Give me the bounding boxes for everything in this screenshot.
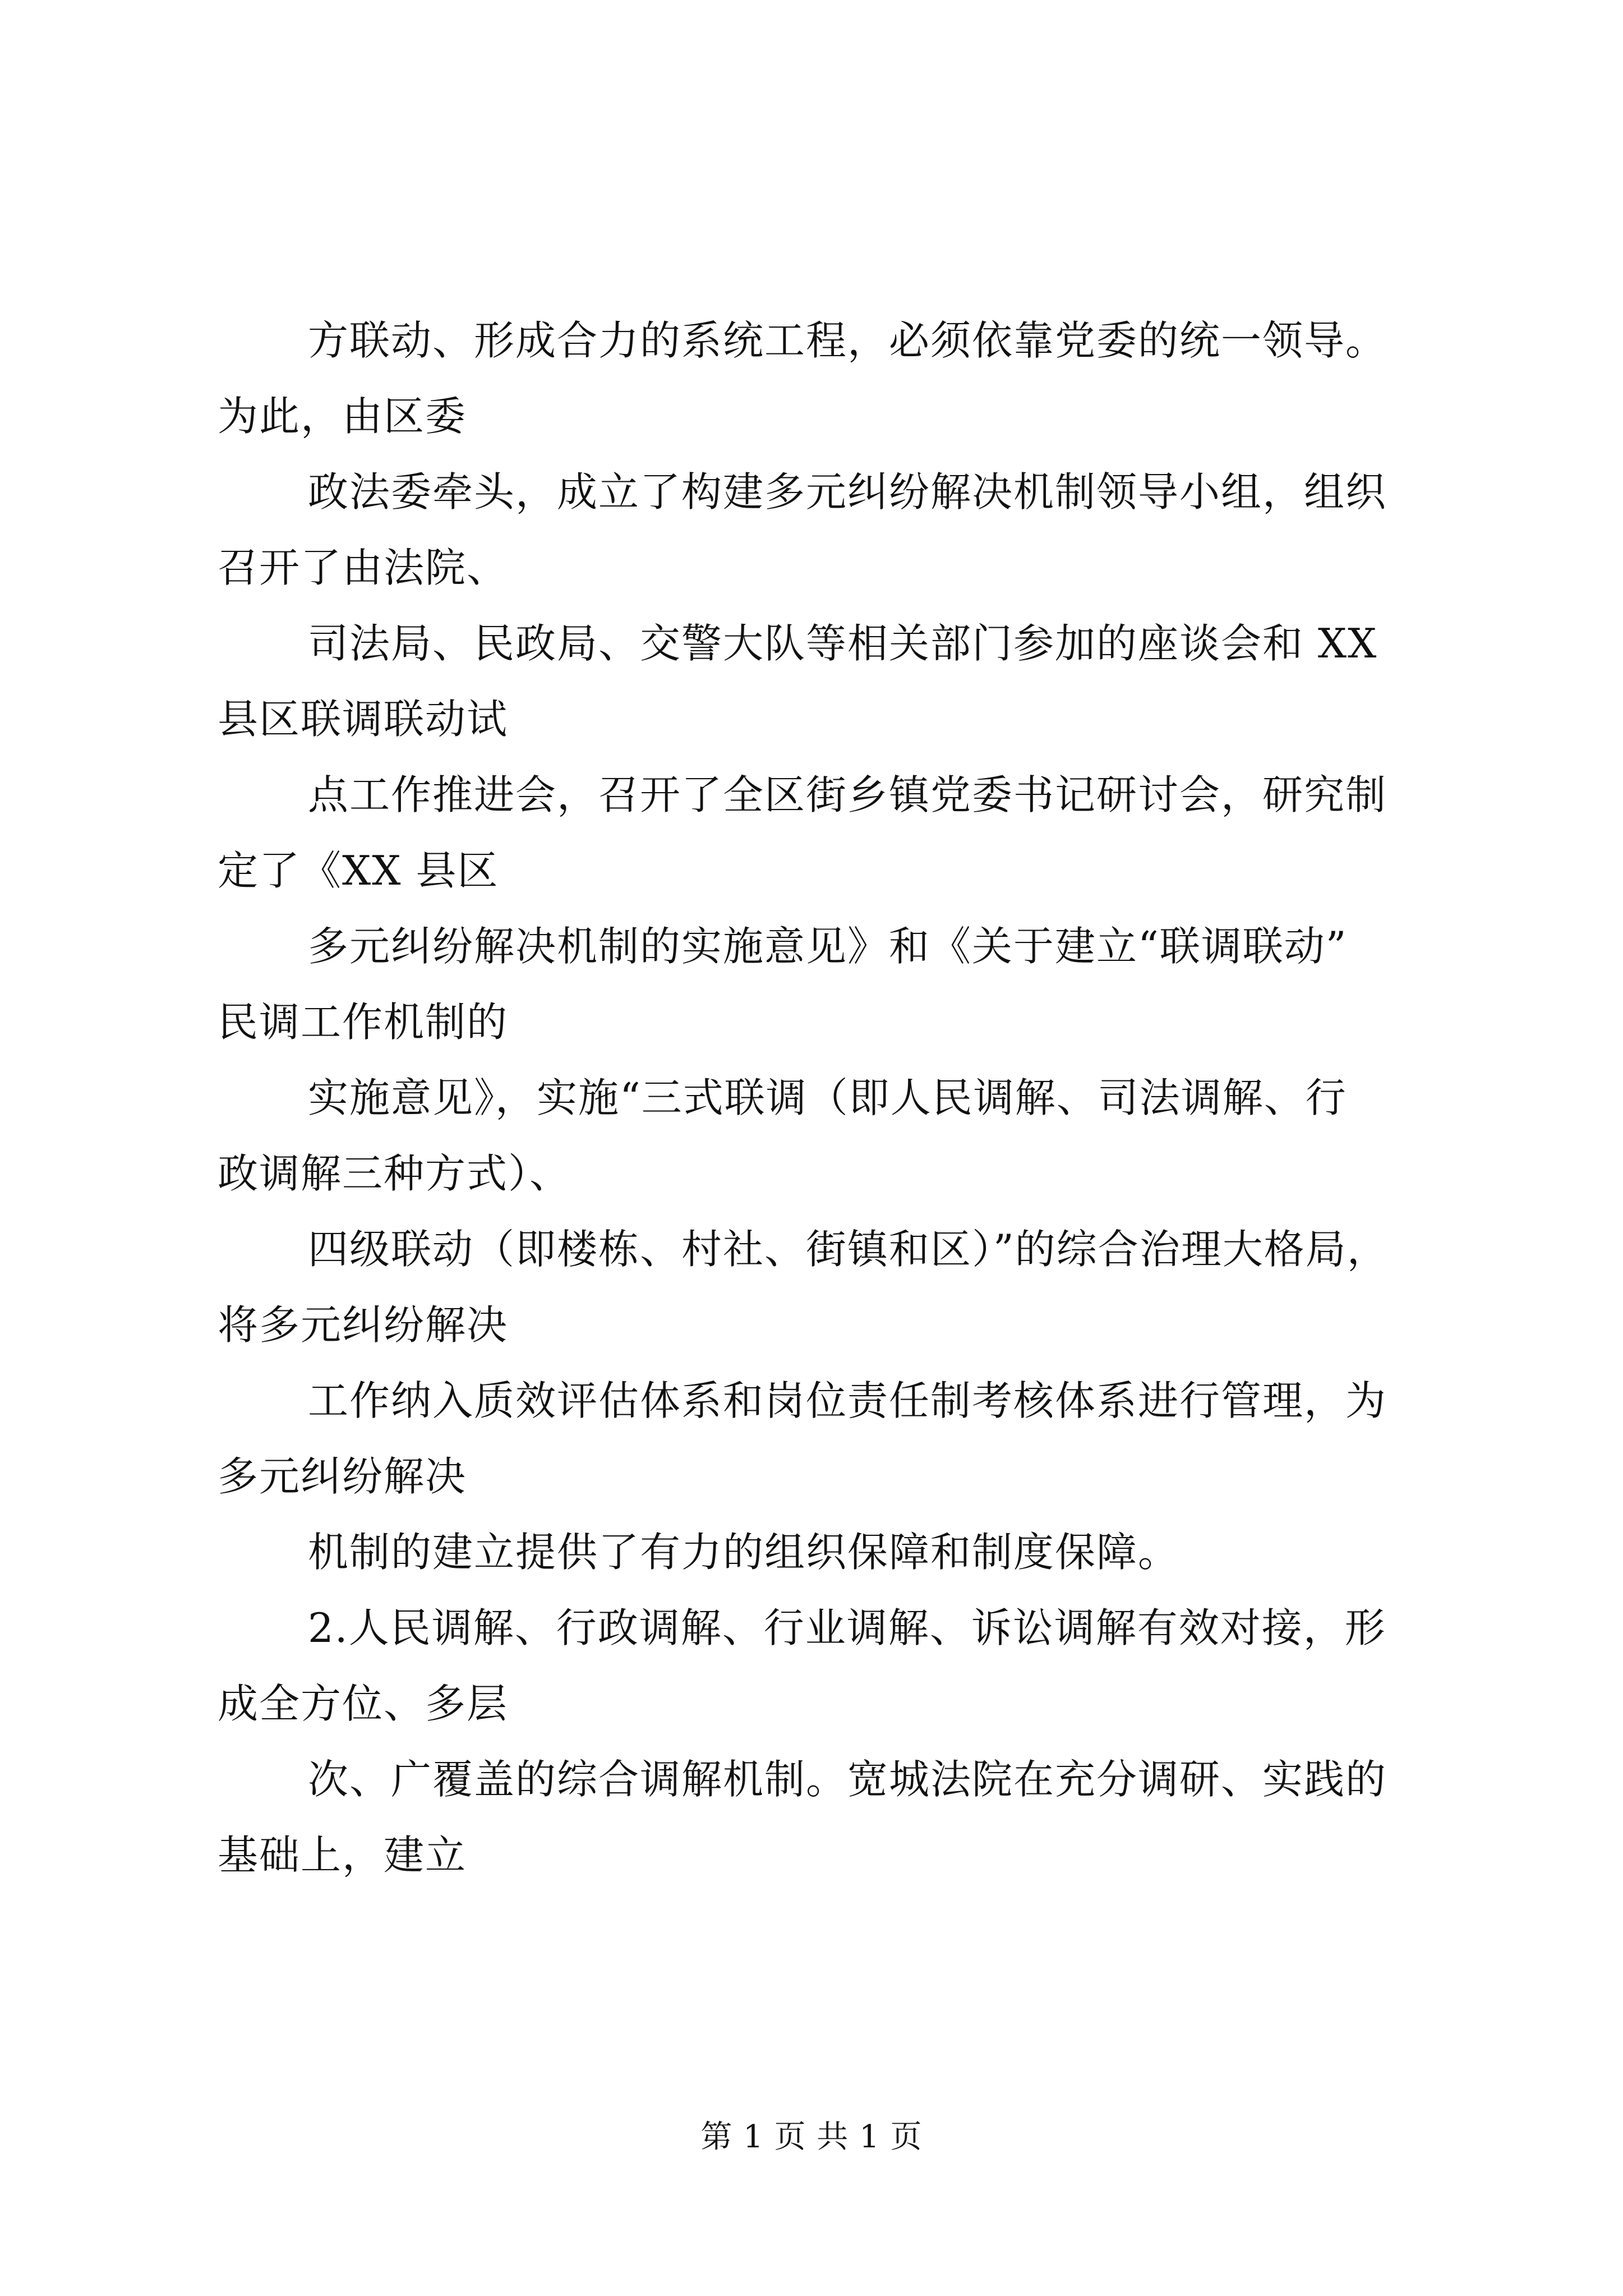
paragraph-line: 将多元纠纷解决 [218, 1301, 509, 1349]
paragraph-line: 召开了由法院、 [218, 544, 509, 591]
paragraph-line: 2.人民调解、行政调解、行业调解、诉讼调解有效对接，形 [308, 1604, 1386, 1651]
paragraph-2 [218, 454, 1451, 606]
paragraph-10 [218, 1590, 1451, 1742]
paragraph-line: 司法局、民政局、交警大队等相关部门参加的座谈会和 XX [308, 620, 1378, 667]
paragraph-line: 四级联动（即楼栋、村社、街镇和区）”的综合治理大格局， [308, 1226, 1389, 1273]
paragraph-line: 政法委牵头，成立了构建多元纠纷解决机制领导小组，组织 [308, 468, 1387, 516]
paragraph-line: 工作纳入质效评估体系和岗位责任制考核体系进行管理，为 [308, 1377, 1387, 1424]
paragraph-line: 实施意见》，实施“三式联调（即人民调解、司法调解、行 [308, 1074, 1347, 1121]
paragraph-line: 方联动、形成合力的系统工程，必须依靠党委的统一领导。 [308, 317, 1387, 364]
body-text [218, 303, 1451, 1893]
paragraph-line: 为此，由区委 [218, 393, 467, 440]
paragraph-4 [218, 757, 1451, 909]
paragraph-11 [218, 1742, 1451, 1893]
paragraph-line: 民调工作机制的 [218, 999, 509, 1046]
paragraph-8 [218, 1363, 1451, 1515]
paragraph-5 [218, 909, 1451, 1060]
paragraph-line: 点工作推进会，召开了全区街乡镇党委书记研讨会，研究制 [308, 771, 1387, 818]
paragraph-line: 基础上，建立 [218, 1832, 467, 1879]
paragraph-line: 定了《XX 县区 [218, 847, 499, 894]
paragraph-line: 成全方位、多层 [218, 1680, 509, 1727]
paragraph-3 [218, 606, 1451, 757]
paragraph-7 [218, 1212, 1451, 1363]
paragraph-9 [218, 1515, 1451, 1590]
page-footer: 第 1 页 共 1 页 [700, 2119, 923, 2155]
paragraph-line: 多元纠纷解决机制的实施意见》和《关于建立“联调联动” [308, 923, 1348, 970]
paragraph-line: 次、广覆盖的综合调解机制。宽城法院在充分调研、实践的 [308, 1756, 1387, 1803]
paragraph-line: 政调解三种方式）、 [218, 1150, 571, 1197]
paragraph-line: 机制的建立提供了有力的组织保障和制度保障。 [308, 1529, 1180, 1576]
paragraph-1 [218, 303, 1451, 454]
paragraph-line: 县区联调联动试 [218, 696, 509, 743]
paragraph-6 [218, 1060, 1451, 1212]
paragraph-line: 多元纠纷解决 [218, 1453, 467, 1500]
